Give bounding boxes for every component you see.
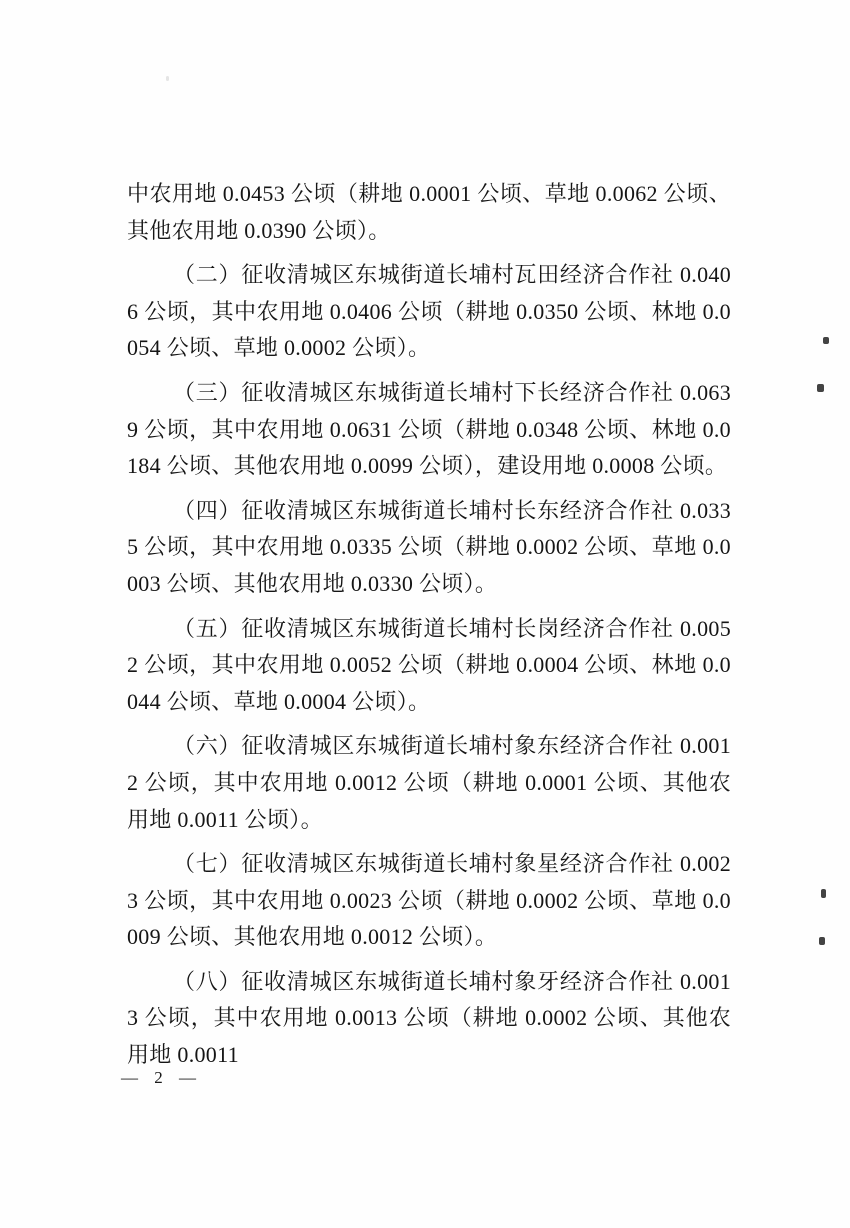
scan-artifact [821, 889, 826, 898]
scan-artifact [166, 76, 169, 81]
paragraph-item-3: （三）征收清城区东城街道长埔村下长经济合作社 0.0639 公顷，其中农用地 0.0631 公顷（耕地 0.0348 公顷、林地 0.0184 公顷、其他农用地 0.0099 公顷），建设用地 0.0008 公顷。 [127, 379, 731, 479]
scan-artifact [817, 384, 824, 392]
paragraph-item-7: （七）征收清城区东城街道长埔村象星经济合作社 0.0023 公顷，其中农用地 0.0023 公顷（耕地 0.0002 公顷、草地 0.0009 公顷、其他农用地 0.0012 公顷）。 [127, 851, 731, 950]
document-body [127, 176, 731, 1082]
scan-artifact [823, 337, 829, 344]
paragraph-item-2: （二）征收清城区东城街道长埔村瓦田经济合作社 0.0406 公顷，其中农用地 0.0406 公顷（耕地 0.0350 公顷、林地 0.0054 公顷、草地 0.0002 公顷）。 [127, 262, 731, 361]
paragraph-item-5: （五）征收清城区东城街道长埔村长岗经济合作社 0.0052 公顷，其中农用地 0.0052 公顷（耕地 0.0004 公顷、林地 0.0044 公顷、草地 0.0004 公顷）。 [127, 615, 731, 714]
paragraph-item-4: （四）征收清城区东城街道长埔村长东经济合作社 0.0335 公顷，其中农用地 0.0335 公顷（耕地 0.0002 公顷、草地 0.0003 公顷、其他农用地 0.0330 公顷）。 [127, 497, 731, 596]
paragraph-continuation: 中农用地 0.0453 公顷（耕地 0.0001 公顷、草地 0.0062 公顷、其他农用地 0.0390 公顷）。 [127, 181, 731, 243]
page-number: — 2 — [121, 1068, 202, 1087]
paragraph-item-8: （八）征收清城区东城街道长埔村象牙经济合作社 0.0013 公顷，其中农用地 0.0013 公顷（耕地 0.0002 公顷、其他农用地 0.0011 [127, 968, 731, 1068]
scan-artifact [819, 937, 825, 945]
paragraph-item-6: （六）征收清城区东城街道长埔村象东经济合作社 0.0012 公顷，其中农用地 0.0012 公顷（耕地 0.0001 公顷、其他农用地 0.0011 公顷）。 [127, 733, 731, 832]
